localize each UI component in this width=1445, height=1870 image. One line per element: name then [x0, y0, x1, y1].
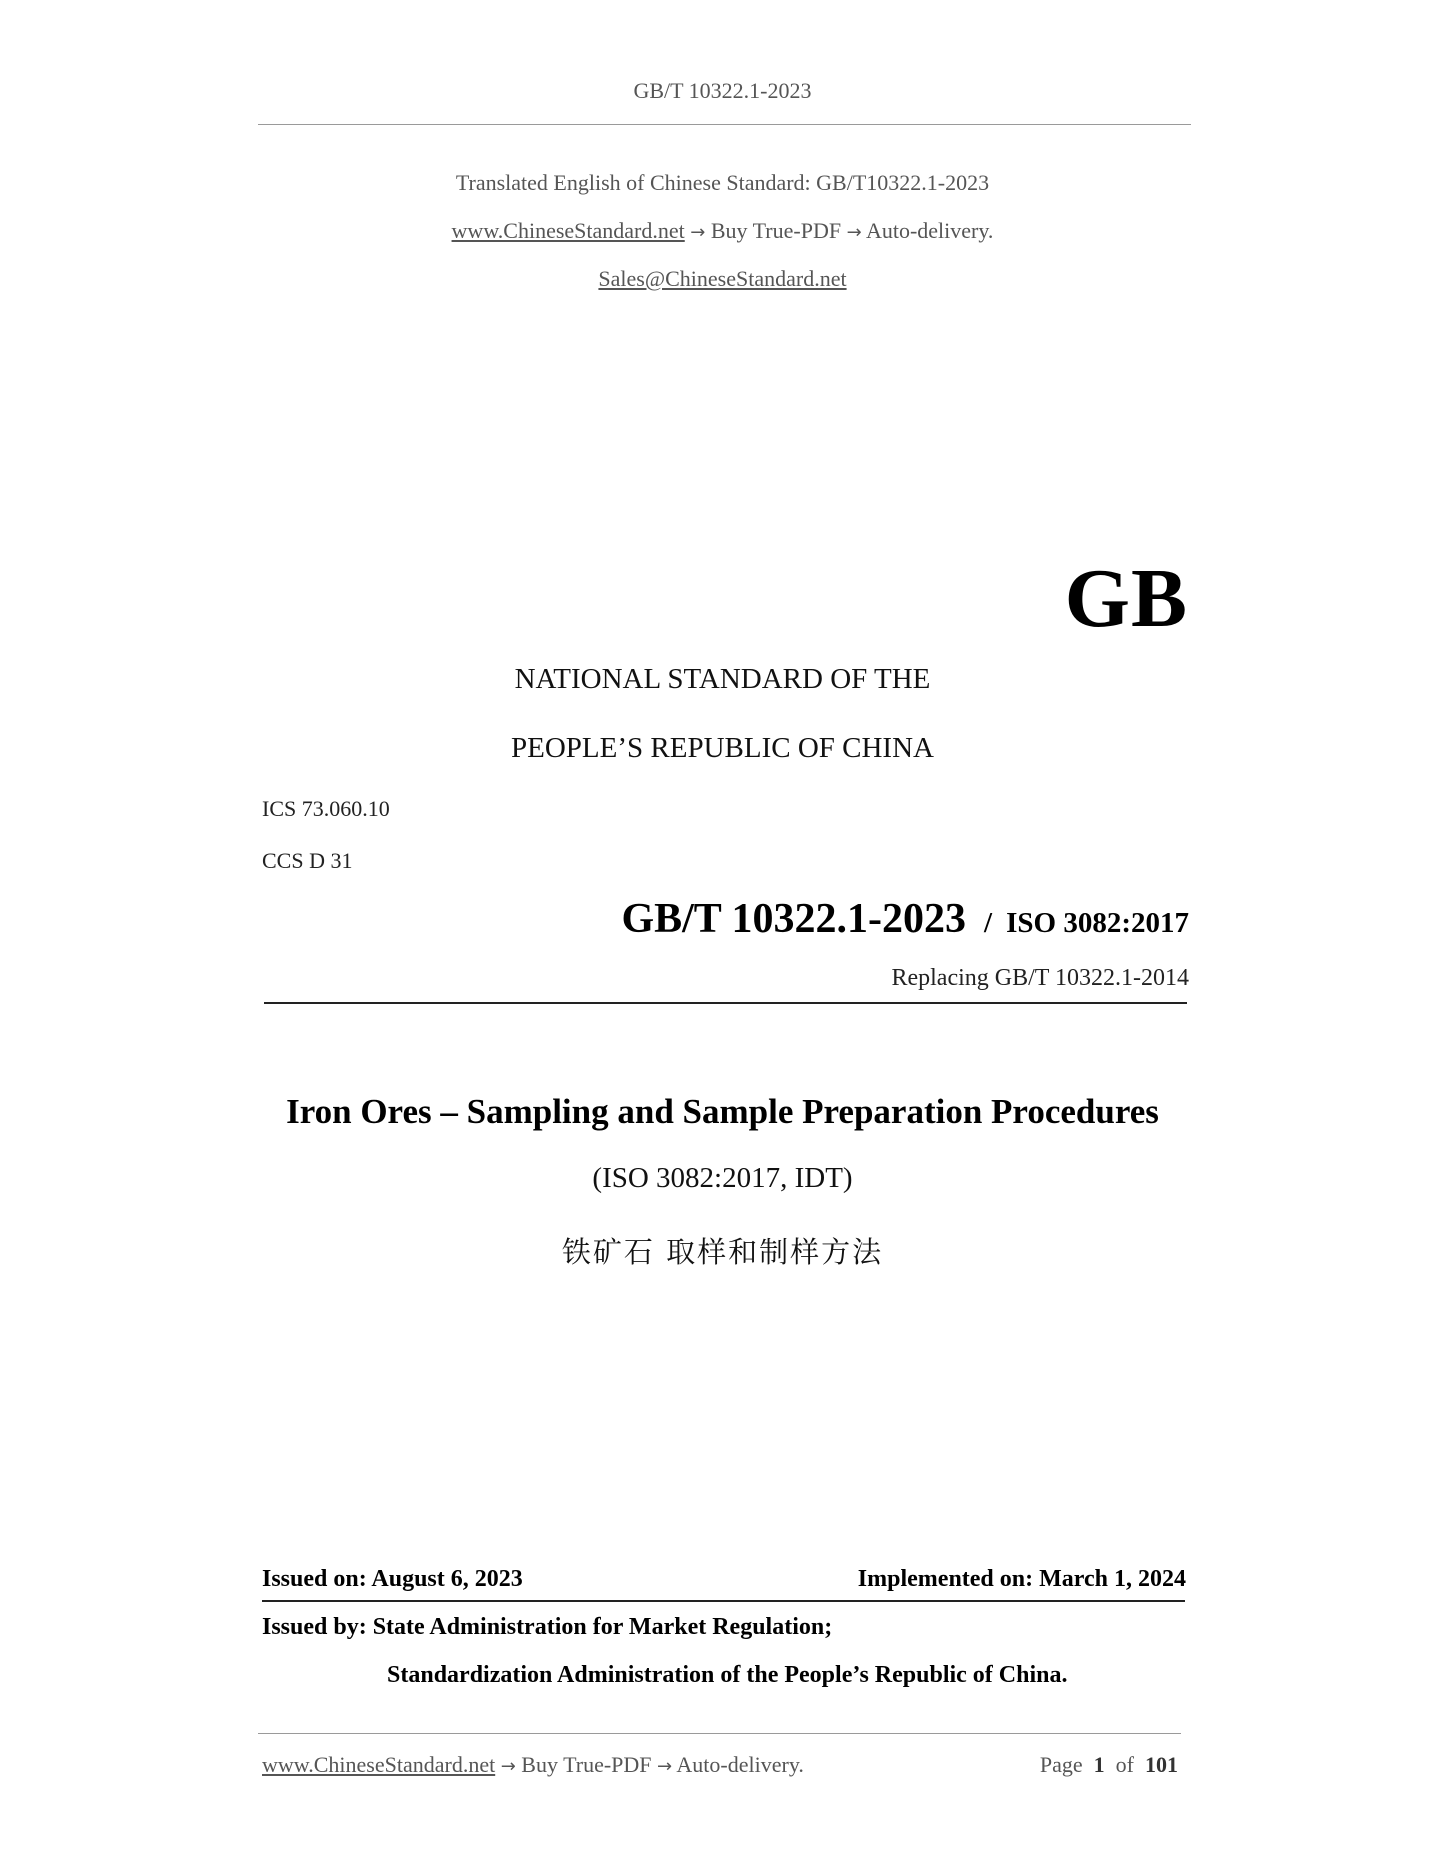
issued-on: Issued on: August 6, 2023 — [262, 1566, 523, 1592]
purchase-line — [0, 218, 1445, 244]
email-line — [0, 266, 1445, 292]
arrow-right-icon: → — [690, 222, 706, 243]
footer-buy-pdf-text: Buy True-PDF — [521, 1752, 652, 1777]
email-link[interactable]: Sales@ChineseStandard.net — [598, 266, 847, 291]
footer-auto-delivery-text: Auto-delivery. — [676, 1752, 804, 1777]
document-title: Iron Ores – Sampling and Sample Preparation Procedures — [286, 1092, 1159, 1131]
page-label: Page — [1039, 1752, 1083, 1777]
document-title-chinese: 铁矿石 取样和制样方法 — [561, 1235, 884, 1269]
ics-code: ICS 73.060.10 — [262, 796, 390, 821]
replacing-note: Replacing GB/T 10322.1-2014 — [891, 965, 1189, 991]
ccs-code: CCS D 31 — [262, 848, 353, 873]
national-standard-line1: NATIONAL STANDARD OF THE — [514, 663, 931, 695]
footer-rule — [258, 1733, 1181, 1734]
translation-notice: Translated English of Chinese Standard: GB/T10322.1-2023 — [455, 170, 990, 195]
running-header: GB/T 10322.1-2023 — [633, 78, 812, 103]
issued-by-second: Standardization Administration of the People’s Republic of China. — [387, 1662, 1068, 1688]
site-link[interactable]: www.ChineseStandard.net — [451, 218, 685, 243]
arrow-right-icon: → — [846, 222, 862, 243]
iso-number: ISO 3082:2017 — [1006, 907, 1189, 939]
footer-purchase-line — [262, 1752, 804, 1778]
of-label: of — [1115, 1752, 1134, 1777]
standard-rule — [264, 1002, 1187, 1004]
standard-number-line — [621, 895, 1189, 943]
document-subtitle: (ISO 3082:2017, IDT) — [592, 1162, 853, 1194]
implemented-on: Implemented on: March 1, 2024 — [857, 1566, 1186, 1592]
standard-slash: / — [984, 907, 993, 939]
gb-logo-mark: GB — [1064, 552, 1188, 645]
footer-site-link[interactable]: www.ChineseStandard.net — [262, 1752, 496, 1777]
issued-by: Issued by: State Administration for Market Regulation; — [262, 1614, 833, 1640]
dates-rule — [262, 1600, 1185, 1602]
arrow-right-icon: → — [657, 1756, 673, 1777]
standard-number: GB/T 10322.1-2023 — [621, 896, 967, 942]
page-number: 1 — [1093, 1752, 1105, 1777]
page-indicator — [1040, 1752, 1178, 1778]
national-standard-line2: PEOPLE’S REPUBLIC OF CHINA — [511, 732, 934, 764]
auto-delivery-text: Auto-delivery. — [865, 218, 994, 243]
arrow-right-icon: → — [500, 1756, 516, 1777]
header-rule — [258, 124, 1191, 125]
page-total: 101 — [1145, 1752, 1178, 1777]
buy-pdf-text: Buy True-PDF — [710, 218, 842, 243]
